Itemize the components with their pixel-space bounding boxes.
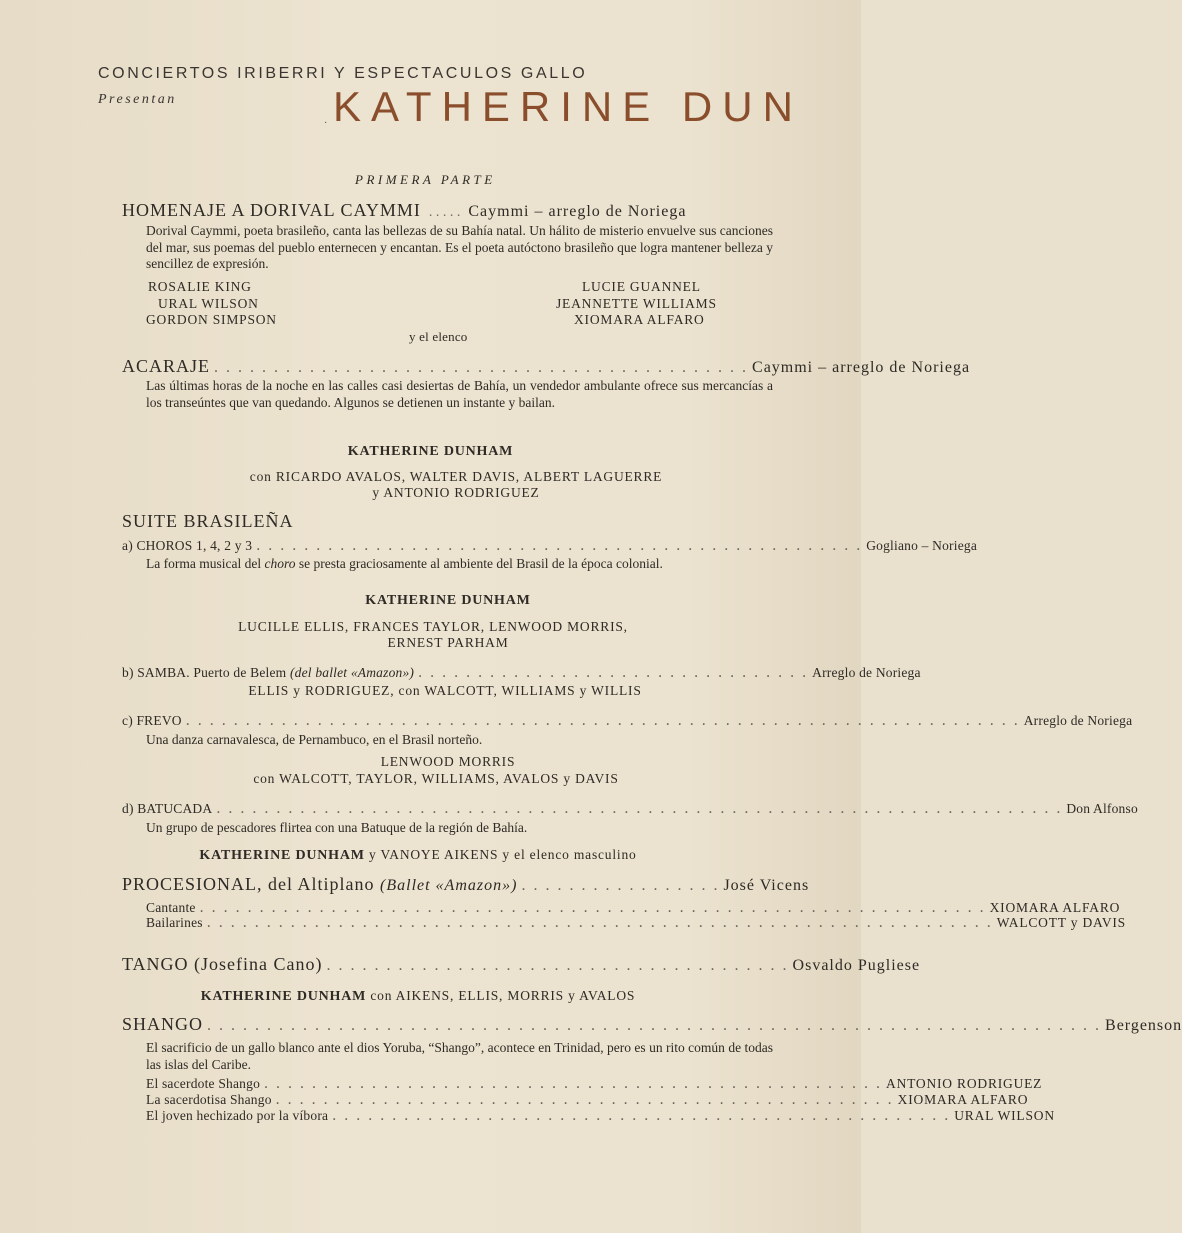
acaraje-heading <box>122 356 971 377</box>
suite-d-cast: y VANOYE AIKENS y el elenco masculino <box>364 847 637 862</box>
suite-b-line <box>122 664 921 682</box>
procesional-title <box>122 874 517 895</box>
procesional-role-row <box>146 914 1126 932</box>
acaraje-description: Las últimas horas de la noche en las calles casi desiertas de Bahía, un vendedor ambulante ofrece sus mercancías a los transeúntes que van quedando. Algunos se detienen un instante y bailan. <box>146 378 773 410</box>
suite-b-leader: . . . . . . . . . . . . . . . . . . . . . . . . . . . . . . . . . <box>418 664 809 681</box>
role-performer: XIOMARA ALFARO <box>897 1092 1029 1107</box>
homenaje-title: HOMENAJE A DORIVAL CAYMMI <box>122 200 421 220</box>
suite-title: SUITE BRASILEÑA <box>122 511 294 531</box>
procesional-credit: José Vicens <box>723 877 810 894</box>
role-title: Cantante <box>146 900 196 915</box>
role-title: La sacerdotisa Shango <box>146 1092 272 1107</box>
desc-part: se presta graciosamente al ambiente del Brasil de la época colonial. <box>295 556 663 571</box>
suite-a-cast-line-2: ERNEST PARHAM <box>387 635 509 650</box>
shango-leader: . . . . . . . . . . . . . . . . . . . . . . . . . . . . . . . . . . . . . . . . . . . . . . . . . . . . . . . . . . . . . . . . . . . . . . . . . . . <box>207 1017 1102 1034</box>
role-performer: XIOMARA ALFARO <box>989 900 1121 915</box>
suite-d-leader: . . . . . . . . . . . . . . . . . . . . . . . . . . . . . . . . . . . . . . . . . . . . . . . . . . . . . . . . . . . . . . . . . . . . . . . <box>216 800 1063 817</box>
homenaje-leader: . . . . . <box>428 205 461 220</box>
suite-a-line <box>122 537 978 555</box>
cast-name: URAL WILSON <box>158 295 259 311</box>
suite-b-emphasis: (del ballet «Amazon») <box>289 665 415 680</box>
procesional-title-text: PROCESIONAL, del Altiplano <box>122 874 381 894</box>
procesional-title-emphasis: (Ballet «Amazon») <box>380 877 518 894</box>
suite-a-leader: . . . . . . . . . . . . . . . . . . . . . . . . . . . . . . . . . . . . . . . . . . . . . . . . . . . <box>256 537 863 554</box>
cast-name: JEANNETTE WILLIAMS <box>556 295 717 311</box>
tango-star: KATHERINE DUNHAM <box>200 989 367 1004</box>
role-leader: . . . . . . . . . . . . . . . . . . . . . . . . . . . . . . . . . . . . . . . . . . . . . . . . . . . . <box>275 1091 894 1108</box>
role-performer: WALCOTT y DAVIS <box>996 915 1126 930</box>
suite-d-cast-line <box>0 847 836 864</box>
role-title: El joven hechizado por la víbora <box>146 1108 329 1123</box>
suite-d-star: KATHERINE DUNHAM <box>199 848 365 863</box>
shango-title: SHANGO <box>122 1014 204 1034</box>
acaraje-star: KATHERINE DUNHAM <box>347 444 514 459</box>
acaraje-cast-line-2: y ANTONIO RODRIGUEZ <box>372 485 540 500</box>
homenaje-description: Dorival Caymmi, poeta brasileño, canta las bellezas de su Bahía natal. Un hálito de misterio envuelve sus canciones del mar, sus poemas del pueblo enternecen y encantan. Es el poeta autóctono brasileño que logra mantener belleza y sencillez de expresión. <box>146 223 773 271</box>
suite-d-description: Un grupo de pescadores flirtea con una Batuque de la región de Bahía. <box>146 820 528 835</box>
shango-role-row <box>146 1107 1055 1125</box>
role-title: Bailarines <box>146 915 203 930</box>
tango-leader: . . . . . . . . . . . . . . . . . . . . . . . . . . . . . . . . . . . . . . . <box>326 957 789 974</box>
shango-heading <box>122 1014 1182 1035</box>
suite-c-line <box>122 712 1133 730</box>
acaraje-credit: Caymmi – arreglo de Noriega <box>752 359 971 376</box>
tango-cast-line <box>0 988 836 1005</box>
suite-d-label: d) BATUCADA <box>122 801 213 816</box>
shango-credit: Bergenson <box>1105 1017 1182 1034</box>
suite-a-star: KATHERINE DUNHAM <box>365 593 531 608</box>
acaraje-leader: . . . . . . . . . . . . . . . . . . . . . . . . . . . . . . . . . . . . . . . . . . . . . <box>214 359 749 376</box>
role-title: El sacerdote Shango <box>146 1076 261 1091</box>
role-leader: . . . . . . . . . . . . . . . . . . . . . . . . . . . . . . . . . . . . . . . . . . . . . . . . . . . . <box>332 1107 951 1124</box>
suite-b-label <box>122 665 414 681</box>
tango-credit: Osvaldo Pugliese <box>792 957 921 974</box>
desc-emphasis: choro <box>264 556 296 571</box>
acaraje-cast-line-1: con RICARDO AVALOS, WALTER DAVIS, ALBERT LAGUERRE <box>249 469 663 484</box>
headliner-title: KATHERINE DUN <box>333 83 803 130</box>
suite-c-cast: con WALCOTT, TAYLOR, WILLIAMS, AVALOS y DAVIS <box>253 771 619 786</box>
suite-a-cast-line-1: LUCILLE ELLIS, FRANCES TAYLOR, LENWOOD MORRIS, <box>238 619 628 634</box>
role-leader: . . . . . . . . . . . . . . . . . . . . . . . . . . . . . . . . . . . . . . . . . . . . . . . . . . . . <box>264 1075 883 1092</box>
role-performer: URAL WILSON <box>954 1108 1055 1123</box>
role-leader: . . . . . . . . . . . . . . . . . . . . . . . . . . . . . . . . . . . . . . . . . . . . . . . . . . . . . . . . . . . . . . . . . . <box>206 914 993 931</box>
cast-name: LUCIE GUANNEL <box>582 279 701 294</box>
homenaje-and-ensemble: y el elenco <box>409 329 468 344</box>
homenaje-cast-right <box>556 279 717 329</box>
acaraje-title: ACARAJE <box>122 356 211 376</box>
tango-cast: con AIKENS, ELLIS, MORRIS y AVALOS <box>366 988 636 1003</box>
cast-name: ROSALIE KING <box>148 279 252 294</box>
suite-c-label: c) FREVO <box>122 713 182 728</box>
presentan-label: Presentan <box>98 92 177 107</box>
suite-c-star: LENWOOD MORRIS <box>380 754 516 769</box>
cast-name: GORDON SIMPSON <box>146 312 277 327</box>
suite-a-label: a) CHOROS 1, 4, 2 y 3 <box>122 538 253 553</box>
homenaje-credit: Caymmi – arreglo de Noriega <box>468 203 687 220</box>
ornament-dot-icon: · <box>324 118 328 129</box>
presenters-line: CONCIERTOS IRIBERRI Y ESPECTACULOS GALLO <box>98 65 588 82</box>
homenaje-heading <box>122 200 772 221</box>
cast-name: XIOMARA ALFARO <box>574 312 705 327</box>
suite-c-leader: . . . . . . . . . . . . . . . . . . . . . . . . . . . . . . . . . . . . . . . . . . . . . . . . . . . . . . . . . . . . . . . . . . . . . . <box>185 712 1020 729</box>
suite-a-description <box>146 556 773 573</box>
shango-description: El sacrificio de un gallo blanco ante el dios Yoruba, “Shango”, acontece en Trinidad, pero es un rito común de todas las islas del Caribe. <box>146 1040 773 1072</box>
procesional-leader: . . . . . . . . . . . . . . . . . <box>521 877 720 894</box>
role-performer: ANTONIO RODRIGUEZ <box>886 1076 1043 1091</box>
role-leader: . . . . . . . . . . . . . . . . . . . . . . . . . . . . . . . . . . . . . . . . . . . . . . . . . . . . . . . . . . . . . . . . . . <box>199 899 986 916</box>
tango-title: TANGO (Josefina Cano) <box>122 954 323 974</box>
suite-c-description: Una danza carnavalesca, de Pernambuco, en el Brasil norteño. <box>146 732 483 747</box>
procesional-heading <box>122 874 810 895</box>
tango-heading <box>122 954 921 975</box>
suite-b-cast: ELLIS y RODRIGUEZ, con WALCOTT, WILLIAMS y WILLIS <box>248 683 642 698</box>
suite-d-credit: Don Alfonso <box>1066 801 1138 816</box>
suite-c-credit: Arreglo de Noriega <box>1023 713 1133 728</box>
desc-part: La forma musical del <box>146 556 265 571</box>
suite-d-line <box>122 800 1138 818</box>
part-title: PRIMERA PARTE <box>355 172 496 187</box>
suite-b-text: b) SAMBA. Puerto de Belem <box>122 665 290 680</box>
suite-b-credit: Arreglo de Noriega <box>812 665 921 680</box>
suite-a-credit: Gogliano – Noriega <box>866 538 978 553</box>
homenaje-cast-left <box>146 279 277 329</box>
